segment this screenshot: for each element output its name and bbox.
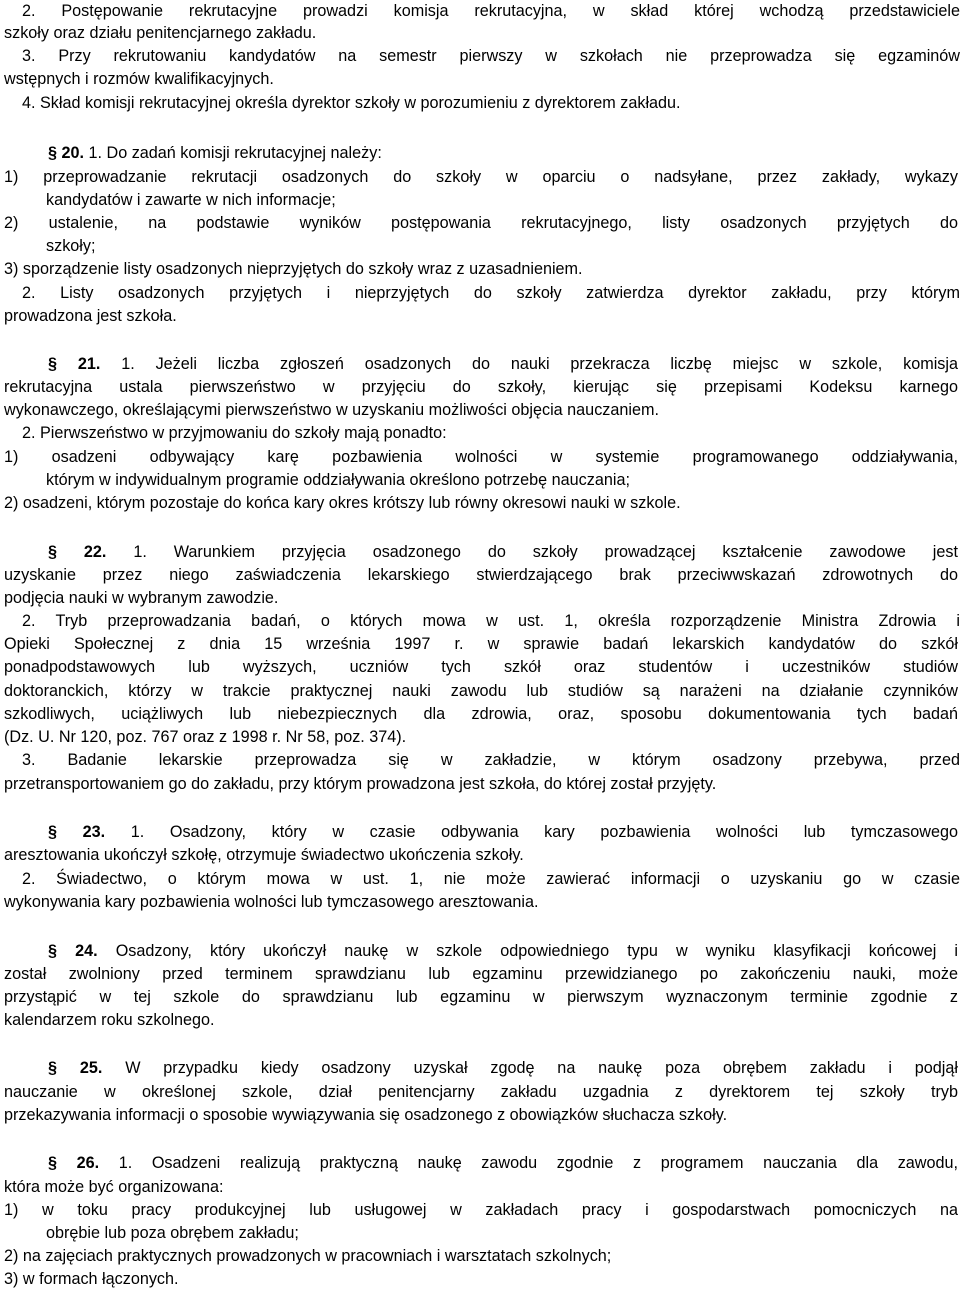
text-line: 4. Skład komisji rekrutacyjnej określa dyrektor szkoły w porozumieniu z dyrektorem zakładu. xyxy=(22,94,681,112)
text-line: przekazywania informacji o sposobie wywiązywania się osadzonego z obowiązków słuchacza szkoły. xyxy=(4,1106,728,1124)
text-line: prowadzona jest szkoła. xyxy=(4,307,177,325)
list-item: 2) na zajęciach praktycznych prowadzonych w pracowniach i warsztatach szkolnych; xyxy=(4,1247,612,1265)
list-item: 3) w formach łączonych. xyxy=(4,1270,179,1288)
section-24 xyxy=(48,940,958,963)
text-line: (Dz. U. Nr 120, poz. 767 oraz z 1998 r. Nr 58, poz. 374). xyxy=(4,728,407,746)
text-line: wykonywania kary pozbawienia wolności lub tymczasowego aresztowania. xyxy=(4,893,539,911)
text-line: szkodliwych, uciążliwych lub niebezpiecznych dla zdrowia, oraz, sposobu dokumentowania tych badań xyxy=(4,705,958,723)
text-line: szkoły oraz działu penitencjarnego zakładu. xyxy=(4,24,317,42)
list-item: 3) sporządzenie listy osadzonych nieprzyjętych do szkoły wraz z uzasadnieniem. xyxy=(4,260,583,278)
text-line: 1. Jeżeli liczba zgłoszeń osadzonych do nauki przekracza liczbę miejsc w szkole, komisja xyxy=(121,355,958,373)
section-number: § 22. xyxy=(48,543,107,561)
text-line: nauczanie w określonej szkole, dział penitencjarny zakładu uzgadnia z dyrektorem tej szkoły tryb xyxy=(4,1083,958,1101)
text-line: został zwolniony przed terminem sprawdzianu lub egzaminu przewidzianego po zakończeniu nauki, może xyxy=(4,965,958,983)
text-line: 2. Tryb przeprowadzania badań, o których mowa w ust. 1, określa rozporządzenie Ministra Zdrowia i xyxy=(22,612,960,630)
text-line: aresztowania ukończył szkołę, otrzymuje świadectwo ukończenia szkoły. xyxy=(4,846,524,864)
text-line: 1. Osadzony, który w czasie odbywania kary pozbawienia wolności lub tymczasowego xyxy=(130,823,958,841)
section-number: § 25. xyxy=(48,1059,103,1077)
section-20 xyxy=(48,142,960,165)
text-line: 2. Postępowanie rekrutacyjne prowadzi komisja rekrutacyjna, w skład której wchodzą przedstawiciele xyxy=(22,2,960,20)
section-25 xyxy=(48,1057,958,1080)
text-line: która może być organizowana: xyxy=(4,1178,224,1196)
text-line: wykonawczego, określającymi pierwszeństwo w uzyskaniu możliwości objęcia nauczaniem. xyxy=(4,401,659,419)
text-line: którym w indywidualnym programie oddziaływania określono potrzebę nauczania; xyxy=(46,471,630,489)
section-number: § 20. xyxy=(48,144,85,162)
text-line: 3. Badanie lekarskie przeprowadza się w zakładzie, w którym osadzony przebywa, przed xyxy=(22,751,960,769)
text-line: kandydatów i zawarte w nich informacje; xyxy=(46,191,336,209)
text-line: rekrutacyjna ustala pierwszeństwo w przyjęciu do szkoły, kierując się przepisami Kodeksu karnego xyxy=(4,378,958,396)
text-line: Opieki Społecznej z dnia 15 września 1997 r. w sprawie badań lekarskich kandydatów do szkół xyxy=(4,635,958,653)
section-number: § 21. xyxy=(48,355,101,373)
text-line: W przypadku kiedy osadzony uzyskał zgodę na naukę poza obrębem zakładu i podjął xyxy=(125,1059,958,1077)
text-line: 1. Osadzeni realizują praktyczną naukę zawodu zgodnie z programem nauczania dla zawodu, xyxy=(118,1154,958,1172)
text-line: 2. Pierwszeństwo w przyjmowaniu do szkoły mają ponadto: xyxy=(22,424,447,442)
text-line: 2. Listy osadzonych przyjętych i nieprzyjętych do szkoły zatwierdza dyrektor zakładu, przy którym xyxy=(22,284,960,302)
text-line: 3. Przy rekrutowaniu kandydatów na semestr pierwszy w szkołach nie przeprowadza się egzaminów xyxy=(22,47,960,65)
text-line: szkoły; xyxy=(46,237,96,255)
section-23 xyxy=(48,821,958,844)
section-26 xyxy=(48,1152,958,1175)
text-line: przystąpić w tej szkole do sprawdzianu lub egzaminu w pierwszym wyznaczonym terminie zgodnie z xyxy=(4,988,958,1006)
section-number: § 26. xyxy=(48,1154,100,1172)
text-line: obrębie lub poza obrębem zakładu; xyxy=(46,1224,299,1242)
list-item: 1) przeprowadzanie rekrutacji osadzonych do szkoły w oparciu o nadsyłane, przez zakłady, wykazy xyxy=(4,168,958,186)
text-line: 1. Do zadań komisji rekrutacyjnej należy: xyxy=(88,144,382,162)
text-line: 2. Świadectwo, o którym mowa w ust. 1, nie może zawierać informacji o uzyskaniu go w czasie xyxy=(22,870,960,888)
section-number: § 24. xyxy=(48,942,98,960)
text-line: 1. Warunkiem przyjęcia osadzonego do szkoły prowadzącej kształcenie zawodowe jest xyxy=(133,543,958,561)
list-item: 2) osadzeni, którym pozostaje do końca kary okres krótszy lub równy okresowi nauki w szkole. xyxy=(4,494,681,512)
list-item: 2) ustalenie, na podstawie wyników postępowania rekrutacyjnego, listy osadzonych przyjętych do xyxy=(4,214,958,232)
list-item: 1) w toku pracy produkcyjnej lub usługowej w zakładach pracy i gospodarstwach pomocniczych na xyxy=(4,1201,958,1219)
text-line: ponadpodstawowych lub wyższych, uczniów tych szkół oraz studentów i uczestników studiów xyxy=(4,658,958,676)
section-22 xyxy=(48,541,958,564)
text-line: doktoranckich, którzy w trakcie praktycznej nauki zawodu lub studiów są narażeni na działanie czynników xyxy=(4,682,958,700)
section-number: § 23. xyxy=(48,823,106,841)
text-line: Osadzony, który ukończył naukę w szkole odpowiedniego typu w wyniku klasyfikacji końcowej i xyxy=(115,942,958,960)
text-line: przetransportowaniem go do zakładu, przy którym prowadzona jest szkoła, do której został przyjęty. xyxy=(4,775,717,793)
section-21 xyxy=(48,353,958,376)
list-item: 1) osadzeni odbywający karę pozbawienia wolności w systemie programowanego oddziaływania, xyxy=(4,448,958,466)
text-line: wstępnych i rozmów kwalifikacyjnych. xyxy=(4,70,274,88)
text-line: kalendarzem roku szkolnego. xyxy=(4,1011,215,1029)
text-line: podjęcia nauki w wybranym zawodzie. xyxy=(4,589,279,607)
text-line: uzyskanie przez niego zaświadczenia lekarskiego stwierdzającego brak przeciwwskazań zdrowotnych do xyxy=(4,566,958,584)
